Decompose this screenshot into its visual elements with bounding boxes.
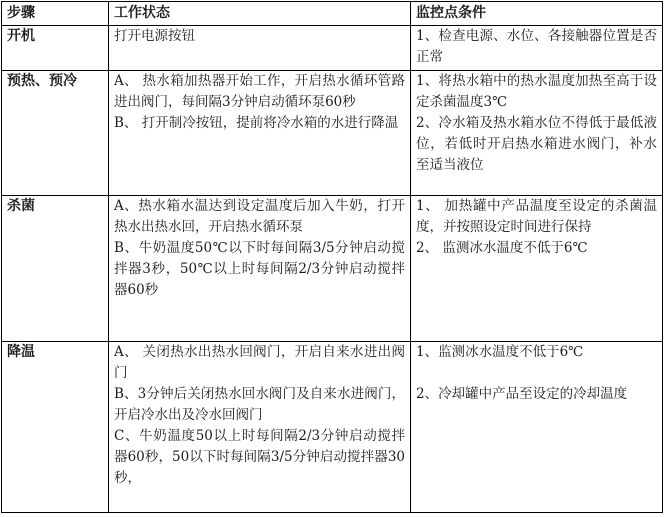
step-cell: 开机 xyxy=(2,26,109,71)
condition-item: 2、冷却罐中产品至设定的冷却温度 xyxy=(416,386,628,402)
work-status-cell xyxy=(109,196,411,342)
condition-item: 2、 监测冰水温度不低于6℃ xyxy=(416,240,588,256)
condition-cell xyxy=(411,26,663,71)
work-status-cell xyxy=(109,26,411,71)
condition-item: 1、将热水箱中的热水温度加热至高于设定杀菌温度3℃ xyxy=(416,73,657,110)
condition-item: 1、检查电源、水位、各接触器位置是否正常 xyxy=(416,28,657,65)
paragraph-gap xyxy=(416,363,657,384)
step-cell: 降温 xyxy=(2,342,109,513)
work-item: A、 关闭热水出热水回阀门，开启自来水进出阀门 xyxy=(114,344,405,381)
condition-cell xyxy=(411,71,663,196)
table-row-sterilization xyxy=(2,196,663,342)
condition-item: 2、冷水箱及热水箱水位不得低于最低液位，若低时开启热水箱进水阀门，补水至适当液位 xyxy=(416,115,657,173)
work-status-cell xyxy=(109,71,411,196)
condition-cell xyxy=(411,196,663,342)
work-item: B、3分钟后关闭热水回水阀门及自来水进阀门，开启冷水出及冷水回阀门 xyxy=(114,386,405,423)
condition-item: 1、 加热罐中产品温度至设定的杀菌温度，并按照设定时间进行保持 xyxy=(416,198,657,235)
work-item: A、热水箱水温达到设定温度后加入牛奶，打开热水出热水回，开启热水循环泵 xyxy=(114,198,405,235)
table-row-power-on xyxy=(2,26,663,71)
work-item: A、 热水箱加热器开始工作，开启热水循环管路进出阀门，每间隔3分钟启动循环泵60秒 xyxy=(114,73,405,110)
condition-item: 1、监测冰水温度不低于6℃ xyxy=(416,344,584,360)
work-item: C、牛奶温度50以上时每间隔2/3分钟启动搅拌器60秒，50以下时每间隔3/5分钟启动搅拌器30秒， xyxy=(114,428,405,486)
header-step: 步骤 xyxy=(2,2,109,26)
work-status-cell xyxy=(109,342,411,513)
step-cell: 预热、预冷 xyxy=(2,71,109,196)
table-header-row xyxy=(2,2,663,26)
header-work-status: 工作状态 xyxy=(109,2,411,26)
work-item: B、 打开制冷按钮，提前将冷水箱的水进行降温 xyxy=(114,115,399,131)
table-row-preheat-precool xyxy=(2,71,663,196)
step-cell: 杀菌 xyxy=(2,196,109,342)
condition-cell xyxy=(411,342,663,513)
header-monitor-conditions: 监控点条件 xyxy=(411,2,663,26)
work-item: B、牛奶温度50℃以下时每间隔3/5分钟启动搅拌器3秒，50℃以上时每间隔2/3分钟启动搅拌器60秒 xyxy=(114,240,405,298)
table-row-cooling xyxy=(2,342,663,513)
process-table xyxy=(1,1,663,513)
work-item: 打开电源按钮 xyxy=(114,28,195,44)
